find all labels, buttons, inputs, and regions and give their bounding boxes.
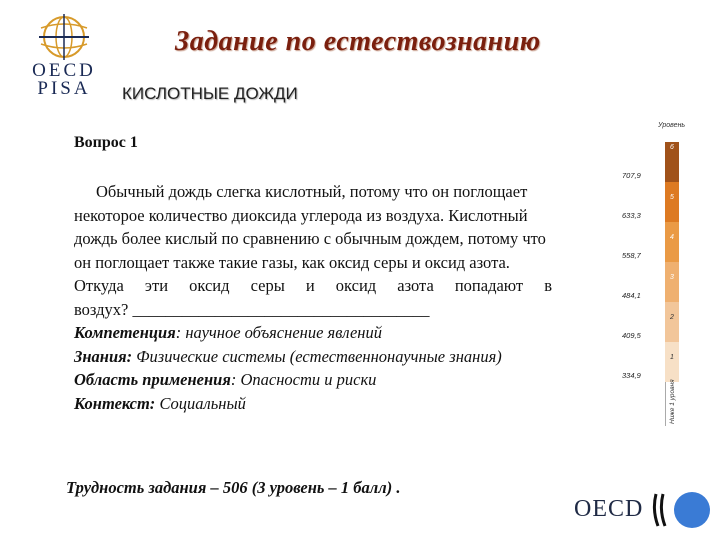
competence-label: Компетенция [74,323,176,342]
question-line-2: воздух? ____________________________________ [74,299,430,319]
level-band-label: 4 [670,234,674,241]
knowledge-label: Знания: [74,346,133,366]
knowledge-value: Физические системы (естественнонаучные знания) [132,346,502,366]
level-band-label: 3 [670,274,674,281]
level-band-label: 6 [670,144,674,151]
globe-icon [37,14,91,60]
page-title: Задание по естествознанию [175,26,541,57]
level-scale [600,118,700,428]
competence-value: : научное объяснение явлений [175,323,382,342]
level-score: 707,9 [622,171,641,180]
question-line-1: Откуда эти оксид серы и оксид азота попадают в [74,276,552,295]
area-line [74,368,552,392]
below-level-box [665,379,680,426]
question-paragraph: Обычный дождь слегка кислотный, потому что он поглощает некоторое количество диоксида углерода из воздуха. Кислотный дождь более кислый по сравнению с обычным дождем, потому что он поглощает также такие газы, как оксид серы и оксид азота. [74,182,546,272]
level-band-label: 1 [670,354,674,361]
difficulty-text: Трудность задания – 506 (3 уровень – 1 балл) . [66,478,401,497]
level-score: 484,1 [622,291,641,300]
competence-line [74,321,552,345]
logo-word-top: OECD [32,60,96,81]
context-line [74,392,552,416]
oecd-emblem-icon [650,488,714,532]
oecd-pisa-logo [24,14,104,106]
question-title: Вопрос 1 [74,134,138,151]
question-body [74,180,552,415]
below-level-label: Ниже 1 уровня [669,379,676,424]
level-band-5 [665,182,679,222]
footer-logo-text: OECD [574,496,644,522]
context-value: Социальный [155,393,246,413]
oecd-footer-logo [574,488,714,532]
level-band-2 [665,302,679,342]
level-band-3 [665,262,679,302]
area-value: : Опасности и риски [230,370,377,389]
level-score: 409,5 [622,331,641,340]
context-label: Контекст: [74,393,156,413]
level-band-1 [665,342,679,382]
knowledge-line [74,345,552,369]
level-band-label: 5 [670,194,674,201]
level-band-label: 2 [670,314,674,321]
scale-header: Уровень [658,122,686,129]
level-band-6 [665,142,679,182]
page-subtitle: КИСЛОТНЫЕ ДОЖДИ [122,84,298,103]
logo-word-bottom: PISA [37,78,91,99]
level-score: 558,7 [622,251,641,260]
area-label: Область применения [74,370,231,389]
level-score: 633,3 [622,211,641,220]
level-band-4 [665,222,679,262]
level-score: 334,9 [622,371,641,380]
